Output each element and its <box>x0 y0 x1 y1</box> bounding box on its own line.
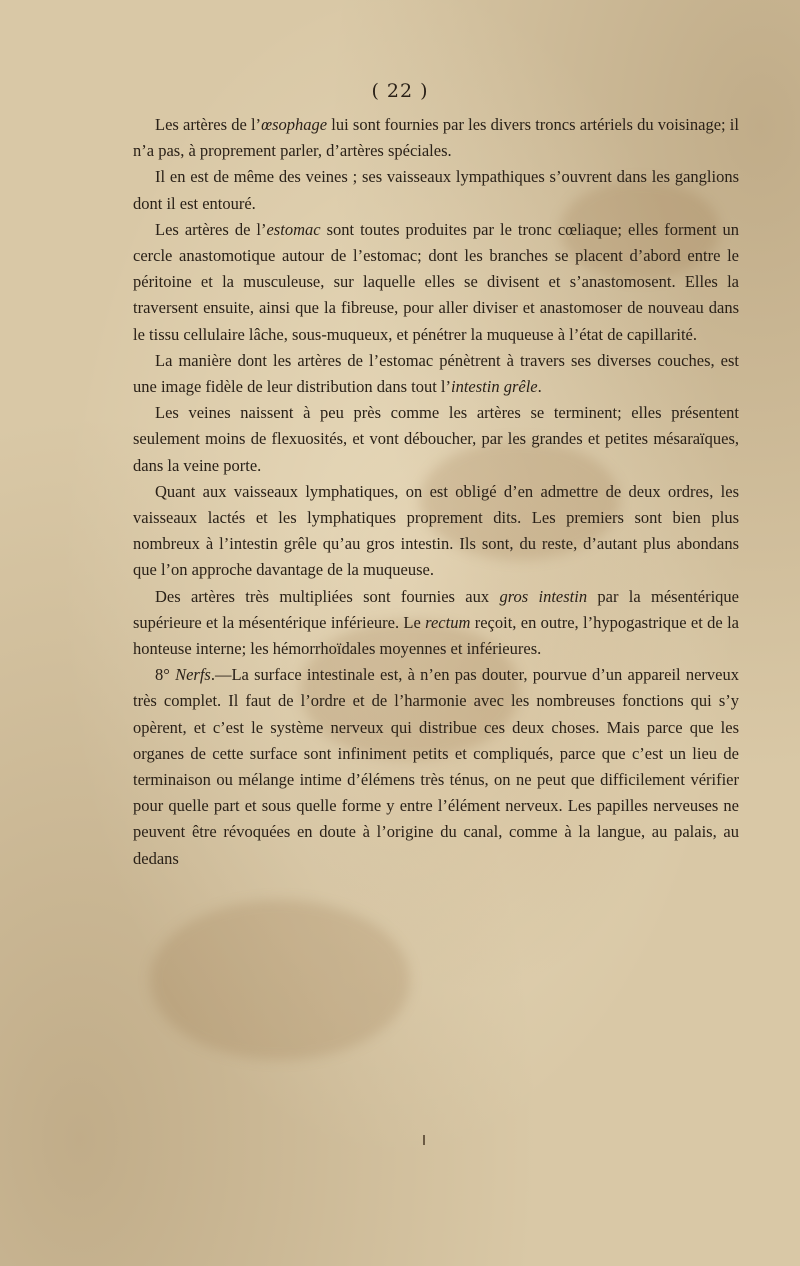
text-run: La manière dont les artères de l’estomac pénètrent à travers ses diverses couches, est une image fidèle de leur distribution dans tout l’ <box>133 350 739 397</box>
text-run: Les veines naissent à peu près comme les artères se terminent; elles présentent seulement moins de flexuosités, et vont déboucher, par les grandes et petites mésaraïques, dans la veine porte. <box>133 403 739 475</box>
paragraph <box>133 584 739 663</box>
text-run: 8° <box>155 665 176 685</box>
text-run: lui sont fournies par les divers troncs artériels du voisinage; il n’a pas, à proprement parler, d’artères spéciales. <box>133 115 739 161</box>
paragraph <box>133 164 739 216</box>
text-run: Il en est de même des veines ; ses vaisseaux lympathiques s’ouvrent dans les ganglions dont il est entouré. <box>133 167 739 213</box>
text-run: par la mésentérique supérieure et la mésentérique inférieure. Le <box>133 586 739 632</box>
text-run: Les artères de l’ <box>155 115 262 134</box>
text-run: Des artères très multipliées sont fournies aux <box>155 586 500 606</box>
paragraph <box>133 112 739 164</box>
paragraph <box>133 400 739 479</box>
paragraph <box>133 348 739 400</box>
italic-term: estomac <box>266 219 321 239</box>
italic-term: intestin grêle <box>451 377 538 397</box>
paragraph <box>133 479 739 584</box>
text-run: Quant aux vaisseaux lymphatiques, on est obligé d’en admettre de deux ordres, les vaisseaux lactés et les lymphatiques proprement dits. Les premiers sont bien plus nombreux à l’intestin grêle qu’au gros intestin. Ils sont, du reste, d’autant plus abondans que l’on approche davantage de la muqueuse. <box>133 481 739 580</box>
text-run: Les artères de l’ <box>155 219 267 239</box>
italic-term: œsophage <box>261 115 328 134</box>
italic-term: rectum <box>425 612 471 632</box>
italic-term: gros intestin <box>499 586 588 606</box>
page-number: ( 22 ) <box>371 80 429 102</box>
print-mark <box>423 1135 425 1145</box>
paragraph <box>133 217 739 348</box>
body-text <box>133 112 739 872</box>
text-run: sont toutes produites par le tronc cœliaque; elles forment un cercle anastomotique autour de l’estomac; dont les branches se placent d’abord entre le péritoine et la musculeuse, sur laquelle elles se divisent et s’anastomosent. Elles la traversent ensuite, ainsi que la fibreuse, pour aller diviser et anastomoser de nouveau dans le tissu cellulaire lâche, sous-muqueux, et pénétrer la muqueuse à l’état de capillarité. <box>133 219 739 344</box>
paragraph <box>133 662 739 872</box>
text-run: .—La surface intestinale est, à n’en pas douter, pourvue d’un appareil nerveux très complet. Il faut de l’ordre et de l’harmonie avec les nombreuses fonctions qui s’y opèrent, et c’est le système nerveux qui distribue ces deux choses. Mais parce que les organes de cette surface sont infiniment petits et compliqués, parce que c’est un lieu de terminaison ou mélange intime d’élémens très ténus, on ne peut que difficilement vérifier pour quelle part et sous quelle forme y entre l’élément nerveux. Les papilles nerveuses ne peuvent être révoquées en doute à l’origine du canal, comme à la langue, au palais, au dedans <box>133 665 740 868</box>
text-run: reçoit, en outre, l’hypogastrique et de la honteuse interne; les hémorrhoïdales moyennes et inférieures. <box>133 612 739 659</box>
paper-stain <box>150 900 410 1060</box>
text-run: . <box>537 377 542 397</box>
italic-term: Nerfs <box>175 665 211 685</box>
